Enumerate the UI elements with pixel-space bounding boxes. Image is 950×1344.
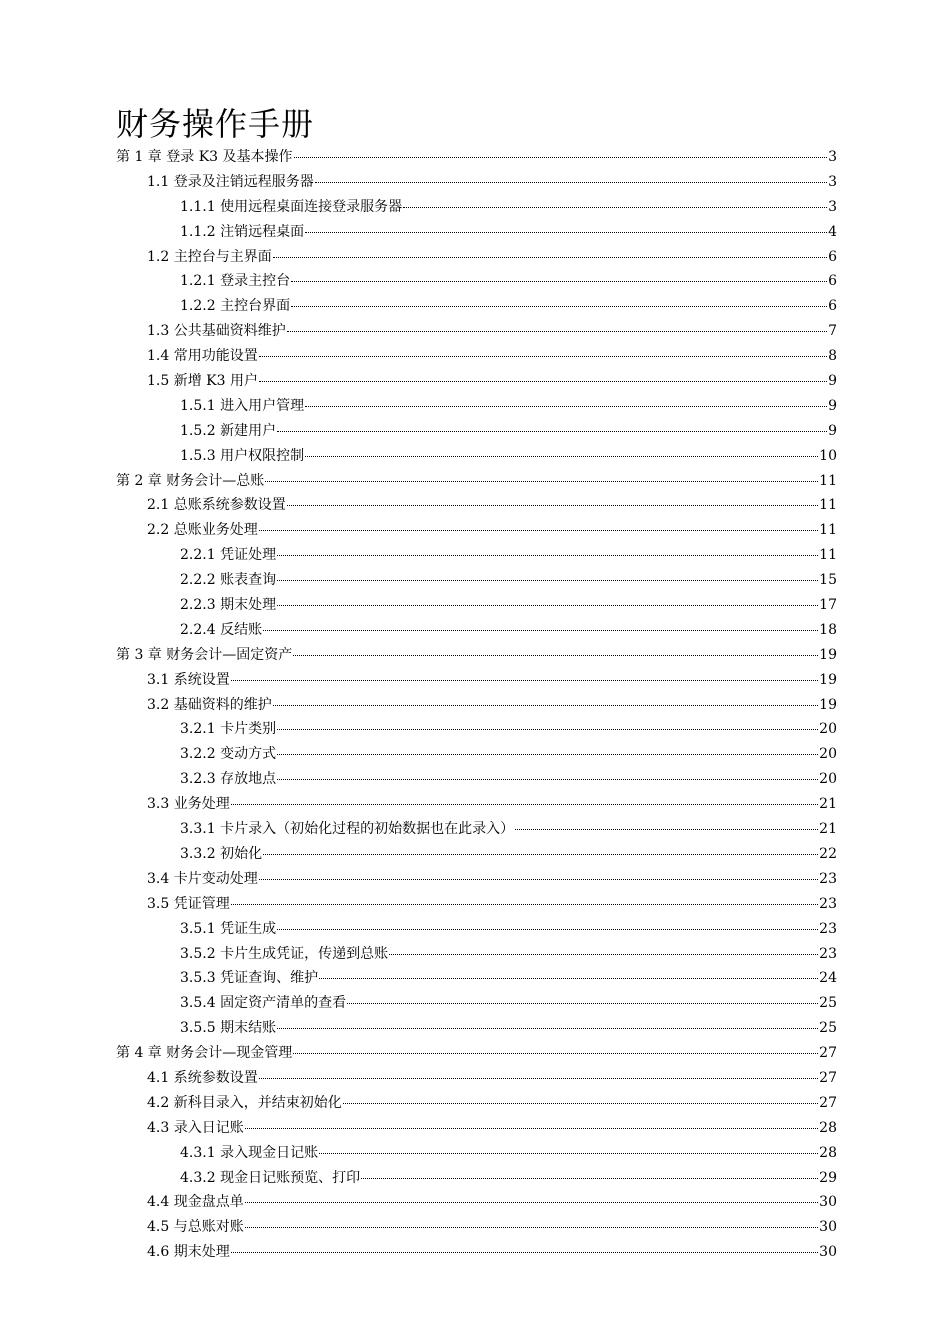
toc-entry-title: 3.3.2 初始化: [180, 845, 263, 862]
toc-dot-leader: [245, 1201, 818, 1203]
toc-dot-leader: [231, 679, 818, 681]
toc-dot-leader: [293, 654, 818, 656]
toc-page-number: 27: [819, 1045, 837, 1062]
toc-page-number: 25: [819, 995, 837, 1012]
toc-dot-leader: [293, 1052, 818, 1054]
toc-page-number: 24: [819, 970, 837, 987]
toc-entry-title: 3.1 系统设置: [147, 671, 230, 688]
toc-entry[interactable]: [116, 966, 837, 991]
toc-page-number: 23: [819, 920, 837, 937]
toc-dot-leader: [403, 206, 827, 208]
toc-dot-leader: [277, 1027, 818, 1029]
toc-entry[interactable]: [116, 991, 837, 1016]
toc-entry-title: 4.3 录入日记账: [147, 1119, 244, 1136]
toc-entry[interactable]: [116, 1116, 837, 1141]
toc-entry-title: 4.4 现金盘点单: [147, 1194, 244, 1211]
toc-page-number: 20: [819, 746, 837, 763]
toc-dot-leader: [277, 430, 827, 432]
toc-entry[interactable]: [116, 369, 837, 394]
toc-entry[interactable]: [116, 1066, 837, 1091]
toc-entry[interactable]: [116, 917, 837, 942]
toc-entry[interactable]: [116, 170, 837, 195]
toc-dot-leader: [305, 455, 818, 457]
toc-entry-title: 第 1 章 登录 K3 及基本操作: [116, 149, 293, 165]
toc-page-number: 28: [819, 1119, 837, 1136]
toc-entry-title: 3.3.1 卡片录入（初始化过程的初始数据也在此录入）: [180, 821, 515, 838]
toc-page-number: 9: [828, 422, 837, 439]
toc-page-number: 7: [828, 323, 837, 340]
toc-dot-leader: [273, 256, 827, 258]
toc-entry-title: 1.1 登录及注销远程服务器: [147, 173, 314, 190]
toc-entry[interactable]: [116, 1190, 837, 1215]
toc-entry-title: 2.2.3 期末处理: [180, 597, 277, 614]
toc-entry-title: 4.5 与总账对账: [147, 1219, 244, 1236]
toc-page-number: 11: [819, 522, 837, 539]
toc-dot-leader: [277, 778, 818, 780]
toc-dot-leader: [277, 579, 818, 581]
toc-entry-title: 3.2 基础资料的维护: [147, 696, 272, 713]
toc-entry[interactable]: [116, 344, 837, 369]
toc-entry-title: 3.4 卡片变动处理: [147, 870, 258, 887]
toc-entry-title: 1.2 主控台与主界面: [147, 248, 272, 265]
toc-entry-title: 3.5.1 凭证生成: [180, 920, 277, 937]
toc-entry[interactable]: [116, 1141, 837, 1166]
toc-page-number: 3: [828, 149, 837, 165]
toc-entry[interactable]: [116, 444, 837, 469]
toc-page-number: 9: [828, 373, 837, 390]
toc-dot-leader: [263, 629, 818, 631]
toc-entry-title: 1.2.1 登录主控台: [180, 273, 291, 290]
toc-page-number: 11: [819, 472, 837, 489]
toc-entry[interactable]: [116, 867, 837, 892]
toc-page-number: 30: [819, 1219, 837, 1236]
toc-entry-title: 3.5.4 固定资产清单的查看: [180, 995, 347, 1012]
toc-dot-leader: [277, 728, 818, 730]
toc-dot-leader: [259, 355, 827, 357]
toc-entry[interactable]: [116, 319, 837, 344]
toc-page-number: 4: [828, 223, 837, 240]
toc-dot-leader: [273, 704, 818, 706]
toc-dot-leader: [305, 231, 827, 233]
toc-entry[interactable]: [116, 543, 837, 568]
toc-dot-leader: [277, 554, 818, 556]
toc-entry-title: 2.1 总账系统参数设置: [147, 497, 286, 514]
toc-page-number: 27: [819, 1094, 837, 1111]
toc-entry-title: 3.2.2 变动方式: [180, 746, 277, 763]
toc-dot-leader: [291, 280, 827, 282]
toc-entry-title: 1.5.2 新建用户: [180, 422, 277, 439]
toc-dot-leader: [515, 828, 818, 830]
toc-entry[interactable]: [116, 1016, 837, 1041]
toc-dot-leader: [245, 1127, 818, 1129]
toc-entry-title: 1.5.3 用户权限控制: [180, 447, 305, 464]
toc-dot-leader: [315, 181, 827, 183]
toc-entry-title: 2.2.4 反结账: [180, 621, 263, 638]
toc-entry[interactable]: [116, 817, 837, 842]
toc-entry-title: 2.2 总账业务处理: [147, 522, 258, 539]
toc-dot-leader: [265, 480, 818, 482]
toc-dot-leader: [263, 853, 818, 855]
toc-entry-title: 1.1.2 注销远程桌面: [180, 223, 305, 240]
toc-entry[interactable]: [116, 145, 837, 170]
toc-dot-leader: [343, 1102, 818, 1104]
toc-entry-title: 1.1.1 使用远程桌面连接登录服务器: [180, 198, 403, 215]
toc-dot-leader: [231, 903, 818, 905]
toc-entry-title: 3.3 业务处理: [147, 796, 230, 813]
toc-entry[interactable]: [116, 892, 837, 917]
toc-dot-leader: [259, 529, 818, 531]
toc-page-number: 3: [828, 198, 837, 215]
toc-entry[interactable]: [116, 693, 837, 718]
toc-page-number: 19: [819, 671, 837, 688]
toc-entry[interactable]: [116, 942, 837, 967]
toc-entry-title: 4.2 新科目录入，并结束初始化: [147, 1094, 342, 1111]
toc-page-number: 19: [819, 696, 837, 713]
toc-page-number: 30: [819, 1194, 837, 1211]
toc-page-number: 20: [819, 771, 837, 788]
toc-page-number: 18: [819, 621, 837, 638]
toc-entry[interactable]: [116, 493, 837, 518]
toc-entry[interactable]: [116, 419, 837, 444]
toc-page-number: 23: [819, 870, 837, 887]
toc-entry[interactable]: [116, 742, 837, 767]
toc-entry-title: 4.3.1 录入现金日记账: [180, 1144, 319, 1161]
toc-dot-leader: [277, 604, 818, 606]
toc-entry[interactable]: [116, 245, 837, 270]
toc-entry[interactable]: [116, 1240, 837, 1265]
toc-page-number: 15: [819, 572, 837, 589]
toc-entry[interactable]: [116, 668, 837, 693]
toc-dot-leader: [287, 504, 818, 506]
toc-entry[interactable]: [116, 195, 837, 220]
toc-dot-leader: [291, 305, 827, 307]
toc-entry[interactable]: [116, 1166, 837, 1191]
toc-entry-title: 3.5.2 卡片生成凭证，传递到总账: [180, 945, 389, 962]
toc-dot-leader: [319, 977, 818, 979]
toc-entry-title: 第 4 章 财务会计—现金管理: [116, 1045, 293, 1062]
toc-entry[interactable]: [116, 593, 837, 618]
toc-entry-title: 3.5.5 期末结账: [180, 1020, 277, 1037]
toc-entry-title: 4.1 系统参数设置: [147, 1069, 258, 1086]
toc-entry[interactable]: [116, 717, 837, 742]
toc-entry[interactable]: [116, 792, 837, 817]
toc-dot-leader: [259, 380, 827, 382]
toc-entry-title: 3.2.1 卡片类别: [180, 721, 277, 738]
toc-page-number: 17: [819, 597, 837, 614]
toc-page-number: 22: [819, 845, 837, 862]
toc-dot-leader: [347, 1002, 818, 1004]
toc-page-number: 9: [828, 397, 837, 414]
toc-dot-leader: [231, 803, 818, 805]
toc-dot-leader: [259, 878, 818, 880]
toc-entry-title: 2.2.2 账表查询: [180, 572, 277, 589]
toc-dot-leader: [305, 405, 827, 407]
toc-entry-title: 1.4 常用功能设置: [147, 348, 258, 365]
toc-page-number: 21: [819, 821, 837, 838]
toc-page-number: 11: [819, 497, 837, 514]
toc-dot-leader: [277, 928, 818, 930]
toc-entry[interactable]: [116, 220, 837, 245]
toc-entry-title: 4.6 期末处理: [147, 1244, 230, 1261]
toc-entry[interactable]: [116, 767, 837, 792]
toc-dot-leader: [294, 156, 828, 158]
toc-entry[interactable]: [116, 568, 837, 593]
toc-page-number: 10: [819, 447, 837, 464]
toc-page-number: 11: [819, 547, 837, 564]
toc-page-number: 3: [828, 173, 837, 190]
toc-page-number: 8: [828, 348, 837, 365]
toc-entry[interactable]: [116, 618, 837, 643]
toc-page-number: 23: [819, 895, 837, 912]
toc-dot-leader: [389, 953, 818, 955]
toc-entry-title: 4.3.2 现金日记账预览、打印: [180, 1169, 361, 1186]
toc-page-number: 6: [828, 273, 837, 290]
toc-page-number: 25: [819, 1020, 837, 1037]
toc-entry-title: 3.5.3 凭证查询、维护: [180, 970, 319, 987]
toc-dot-leader: [287, 330, 827, 332]
toc-page-number: 20: [819, 721, 837, 738]
toc-entry[interactable]: [116, 269, 837, 294]
toc-entry[interactable]: [116, 842, 837, 867]
toc-entry[interactable]: [116, 1041, 837, 1066]
toc-entry-title: 3.2.3 存放地点: [180, 771, 277, 788]
toc-entry[interactable]: [116, 469, 837, 494]
toc-page-number: 27: [819, 1069, 837, 1086]
toc-entry-title: 3.5 凭证管理: [147, 895, 230, 912]
toc-page-number: 6: [828, 298, 837, 315]
toc-page-number: 19: [819, 646, 837, 663]
document-title: 财务操作手册: [116, 105, 315, 143]
toc-page-number: 29: [819, 1169, 837, 1186]
toc-page-number: 6: [828, 248, 837, 265]
table-of-contents: [116, 145, 837, 1265]
toc-entry-title: 1.2.2 主控台界面: [180, 298, 291, 315]
toc-dot-leader: [361, 1177, 818, 1179]
toc-entry[interactable]: [116, 643, 837, 668]
toc-entry-title: 第 3 章 财务会计—固定资产: [116, 646, 293, 663]
toc-entry-title: 1.5.1 进入用户管理: [180, 397, 305, 414]
toc-entry[interactable]: [116, 294, 837, 319]
toc-dot-leader: [259, 1077, 818, 1079]
toc-dot-leader: [231, 1251, 818, 1253]
toc-dot-leader: [319, 1152, 818, 1154]
toc-entry[interactable]: [116, 394, 837, 419]
toc-entry-title: 1.5 新增 K3 用户: [147, 373, 258, 390]
toc-page-number: 28: [819, 1144, 837, 1161]
toc-entry[interactable]: [116, 1091, 837, 1116]
toc-entry-title: 2.2.1 凭证处理: [180, 547, 277, 564]
toc-dot-leader: [277, 753, 818, 755]
toc-page-number: 23: [819, 945, 837, 962]
toc-dot-leader: [245, 1226, 818, 1228]
toc-entry-title: 1.3 公共基础资料维护: [147, 323, 286, 340]
toc-page-number: 30: [819, 1244, 837, 1261]
toc-entry-title: 第 2 章 财务会计—总账: [116, 472, 265, 489]
toc-entry[interactable]: [116, 518, 837, 543]
toc-page-number: 21: [819, 796, 837, 813]
toc-entry[interactable]: [116, 1215, 837, 1240]
